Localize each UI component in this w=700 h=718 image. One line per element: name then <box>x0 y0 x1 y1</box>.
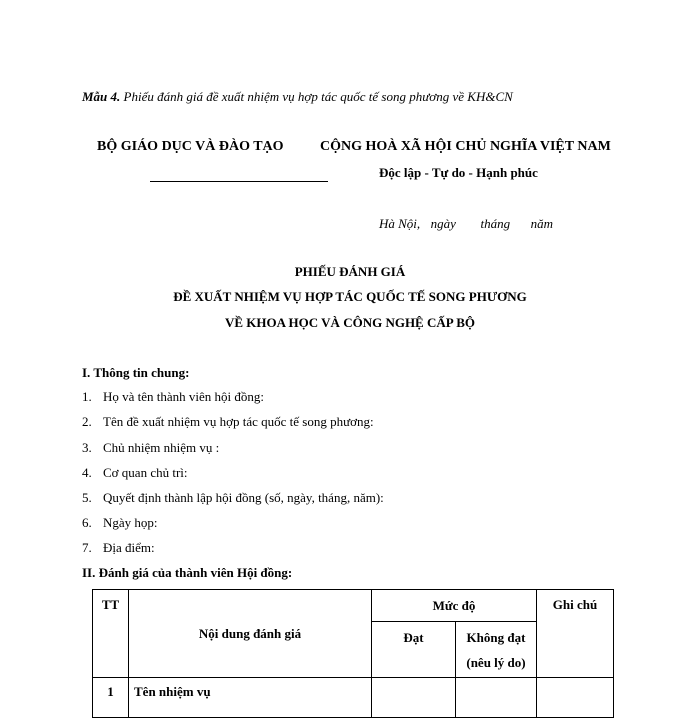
form-label <box>82 89 513 105</box>
column-header-fail <box>456 622 537 678</box>
table-row <box>93 678 614 718</box>
info-item-number: 2. <box>82 414 92 429</box>
info-item-number: 4. <box>82 465 92 480</box>
info-item-label: Họ và tên thành viên hội đồng: <box>103 389 265 404</box>
column-header-level: Mức độ <box>372 590 537 622</box>
info-item-label: Cơ quan chủ trì: <box>103 465 188 480</box>
date-day: ngày <box>430 216 456 231</box>
row-content: Tên nhiệm vụ <box>129 678 372 718</box>
info-item-number: 1. <box>82 389 92 404</box>
date-month: tháng <box>480 216 511 231</box>
row-note-cell <box>537 678 614 718</box>
document-title-line-3: VỀ KHOA HỌC VÀ CÔNG NGHỆ CẤP BỘ <box>224 315 476 330</box>
row-tt: 1 <box>93 678 129 718</box>
info-item <box>82 465 188 481</box>
document-title-line-1: PHIẾU ĐÁNH GIÁ <box>294 264 406 279</box>
form-label-prefix: Mẫu 4. <box>82 89 121 104</box>
info-item-number: 6. <box>82 515 92 530</box>
info-item-label: Ngày họp: <box>103 515 158 530</box>
info-item <box>82 414 374 430</box>
info-item-label: Tên đề xuất nhiệm vụ hợp tác quốc tế song phương: <box>103 414 374 429</box>
column-header-fail-line-1: Không đạt <box>466 629 526 645</box>
date-line <box>379 216 553 232</box>
section-2-heading: II. Đánh giá của thành viên Hội đồng: <box>82 565 293 580</box>
date-place: Hà Nội, <box>379 216 421 231</box>
column-header-fail-line-2: (nêu lý do) <box>466 654 526 670</box>
info-item-label: Quyết định thành lập hội đồng (số, ngày, tháng, năm): <box>103 490 384 505</box>
form-label-text: Phiếu đánh giá đề xuất nhiệm vụ hợp tác quốc tế song phương về KH&CN <box>120 89 513 104</box>
column-header-tt: TT <box>93 590 129 678</box>
info-item <box>82 389 264 405</box>
column-header-pass: Đạt <box>372 622 456 678</box>
ministry-underline <box>150 181 328 182</box>
info-item <box>82 540 155 556</box>
section-1-heading: I. Thông tin chung: <box>82 365 190 380</box>
row-pass-cell <box>372 678 456 718</box>
info-item-number: 7. <box>82 540 92 555</box>
info-item-label: Chủ nhiệm nhiệm vụ : <box>103 440 220 455</box>
info-item <box>82 440 219 456</box>
info-item-number: 5. <box>82 490 92 505</box>
row-fail-cell <box>456 678 537 718</box>
document-title-line-2: ĐỀ XUẤT NHIỆM VỤ HỢP TÁC QUỐC TẾ SONG PHƯƠNG <box>173 289 527 304</box>
info-item-label: Địa điểm: <box>103 540 155 555</box>
column-header-note: Ghi chú <box>537 590 614 678</box>
info-item-number: 3. <box>82 440 92 455</box>
evaluation-table <box>92 589 614 718</box>
date-year: năm <box>530 216 553 231</box>
republic-name: CỘNG HOÀ XÃ HỘI CHỦ NGHĨA VIỆT NAM <box>320 139 611 154</box>
info-item <box>82 515 158 531</box>
info-item <box>82 490 384 506</box>
national-motto: Độc lập - Tự do - Hạnh phúc <box>379 165 538 180</box>
column-header-content: Nội dung đánh giá <box>129 590 372 678</box>
ministry-name: BỘ GIÁO DỤC VÀ ĐÀO TẠO <box>97 139 284 154</box>
